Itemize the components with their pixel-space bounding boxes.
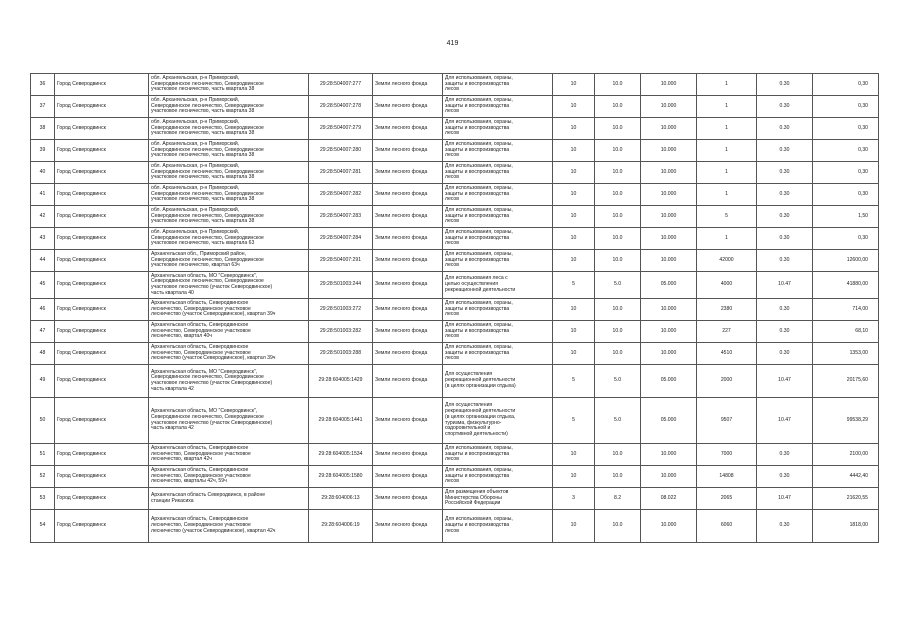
col-b-cell: 10.0 <box>595 162 641 184</box>
table-row <box>31 510 879 543</box>
col-b-cell: 5.0 <box>595 365 641 398</box>
sum-cell: 1818,00 <box>813 510 879 543</box>
table-row <box>31 488 879 510</box>
address-cell: Архангельская область, МО "Северодвинск", Северодвинское лесничество, Северодвинское участковое лесничество (участок Северодвинское) часть квартала 42 <box>149 365 309 398</box>
sum-cell: 0,30 <box>813 184 879 206</box>
col-b-cell: 5.0 <box>595 272 641 299</box>
col-a-cell: 10 <box>553 96 595 118</box>
rate-cell: 0.30 <box>757 343 813 365</box>
city-cell: Город Северодвинск <box>55 299 149 321</box>
sum-cell: 68,10 <box>813 321 879 343</box>
sum-cell: 20175,60 <box>813 365 879 398</box>
sum-cell: 0,30 <box>813 74 879 96</box>
land-category-cell: Земли лесного фонда <box>373 96 443 118</box>
col-b-cell: 10.0 <box>595 299 641 321</box>
address-cell: обл. Архангельская, р-н Приморский, Северодвинское лесничество, Северодвинское участковое лесничество, часть квартала 38 <box>149 206 309 228</box>
row-number: 52 <box>31 466 55 488</box>
address-cell: Архангельская область, Северодвинское лесничество, Северодвинское участковое лесничество, квартал 40ч <box>149 321 309 343</box>
col-a-cell: 10 <box>553 74 595 96</box>
address-cell: Архангельская обл., Приморский район, Северодвинское лесничество, Северодвинское участковое лесничество, квартал 63ч <box>149 250 309 272</box>
city-cell: Город Северодвинск <box>55 96 149 118</box>
area-cell: 6060 <box>697 510 757 543</box>
col-a-cell: 10 <box>553 343 595 365</box>
rate-cell: 0.30 <box>757 228 813 250</box>
address-cell: Архангельская область, Северодвинское лесничество, Северодвинское участковое лесничество, квартал 42ч <box>149 444 309 466</box>
permitted-use-cell: Для использования, охраны, защиты и воспроизводства лесов <box>443 184 553 206</box>
permitted-use-cell: Для использования, охраны, защиты и воспроизводства лесов <box>443 299 553 321</box>
col-b-cell: 10.0 <box>595 140 641 162</box>
col-c-cell: 10.000 <box>641 96 697 118</box>
area-cell: 4000 <box>697 272 757 299</box>
cadastral-number-cell: 29:28:504007:281 <box>309 162 373 184</box>
col-b-cell: 5.0 <box>595 398 641 444</box>
table-row <box>31 444 879 466</box>
col-a-cell: 5 <box>553 365 595 398</box>
area-cell: 1 <box>697 96 757 118</box>
rate-cell: 0.30 <box>757 466 813 488</box>
sum-cell: 99538,29 <box>813 398 879 444</box>
land-category-cell: Земли лесного фонда <box>373 74 443 96</box>
area-cell: 1 <box>697 228 757 250</box>
permitted-use-cell: Для использования, охраны, защиты и воспроизводства лесов <box>443 206 553 228</box>
row-number: 45 <box>31 272 55 299</box>
col-c-cell: 10.000 <box>641 343 697 365</box>
permitted-use-cell: Для использования, охраны, защиты и воспроизводства лесов <box>443 466 553 488</box>
address-cell: обл. Архангельская, р-н Приморский, Северодвинское лесничество, Северодвинское участковое лесничество, часть квартала 38 <box>149 162 309 184</box>
city-cell: Город Северодвинск <box>55 343 149 365</box>
area-cell: 1 <box>697 140 757 162</box>
table-row <box>31 118 879 140</box>
cadastral-number-cell: 29:28:604005:1534 <box>309 444 373 466</box>
col-c-cell: 10.000 <box>641 206 697 228</box>
city-cell: Город Северодвинск <box>55 118 149 140</box>
col-c-cell: 10.000 <box>641 444 697 466</box>
rate-cell: 0.30 <box>757 444 813 466</box>
col-c-cell: 10.000 <box>641 228 697 250</box>
cadastral-number-cell: 29:28:504007:280 <box>309 140 373 162</box>
col-b-cell: 8.2 <box>595 488 641 510</box>
col-c-cell: 10.000 <box>641 466 697 488</box>
cadastral-number-cell: 29:28:504007:278 <box>309 96 373 118</box>
permitted-use-cell: Для использования, охраны, защиты и воспроизводства лесов <box>443 250 553 272</box>
permitted-use-cell: Для использования, охраны, защиты и воспроизводства лесов <box>443 228 553 250</box>
address-cell: обл. Архангельская, р-н Приморский, Северодвинское лесничество, Северодвинское участковое лесничество, часть квартала 38 <box>149 96 309 118</box>
sum-cell: 0,30 <box>813 162 879 184</box>
address-cell: Архангельская область, МО "Северодвинск", Северодвинское лесничество, Северодвинское участковое лесничество (участок Северодвинское) часть квартала 40 <box>149 272 309 299</box>
permitted-use-cell: Для использования, охраны, защиты и воспроизводства лесов <box>443 510 553 543</box>
area-cell: 2065 <box>697 488 757 510</box>
permitted-use-cell: Для осуществления рекреационной деятельности (в целях организации отдыха) <box>443 365 553 398</box>
land-category-cell: Земли лесного фонда <box>373 321 443 343</box>
row-number: 46 <box>31 299 55 321</box>
col-a-cell: 3 <box>553 488 595 510</box>
row-number: 36 <box>31 74 55 96</box>
col-b-cell: 10.0 <box>595 444 641 466</box>
city-cell: Город Северодвинск <box>55 206 149 228</box>
col-c-cell: 05.000 <box>641 272 697 299</box>
col-b-cell: 10.0 <box>595 510 641 543</box>
table-row <box>31 398 879 444</box>
row-number: 47 <box>31 321 55 343</box>
city-cell: Город Северодвинск <box>55 365 149 398</box>
row-number: 41 <box>31 184 55 206</box>
sum-cell: 41880,00 <box>813 272 879 299</box>
land-category-cell: Земли лесного фонда <box>373 343 443 365</box>
table-row <box>31 365 879 398</box>
address-cell: обл. Архангельская, р-н Приморский, Северодвинское лесничество, Северодвинское участковое лесничество, часть квартала 38 <box>149 118 309 140</box>
city-cell: Город Северодвинск <box>55 321 149 343</box>
col-b-cell: 10.0 <box>595 118 641 140</box>
col-b-cell: 10.0 <box>595 206 641 228</box>
cadastral-number-cell: 29:28:604006:19 <box>309 510 373 543</box>
rate-cell: 0.30 <box>757 184 813 206</box>
area-cell: 7000 <box>697 444 757 466</box>
col-a-cell: 10 <box>553 299 595 321</box>
cadastral-number-cell: 29:28:504007:277 <box>309 74 373 96</box>
table-row <box>31 466 879 488</box>
cadastral-number-cell: 29:28:504007:283 <box>309 206 373 228</box>
land-category-cell: Земли лесного фонда <box>373 299 443 321</box>
land-category-cell: Земли лесного фонда <box>373 488 443 510</box>
city-cell: Город Северодвинск <box>55 510 149 543</box>
cadastral-number-cell: 29:28:504007:284 <box>309 228 373 250</box>
land-category-cell: Земли лесного фонда <box>373 184 443 206</box>
permitted-use-cell: Для использования, охраны, защиты и воспроизводства лесов <box>443 321 553 343</box>
area-cell: 5 <box>697 206 757 228</box>
sum-cell: 2100,00 <box>813 444 879 466</box>
rate-cell: 0.30 <box>757 510 813 543</box>
rate-cell: 0.30 <box>757 299 813 321</box>
table-row <box>31 228 879 250</box>
col-a-cell: 10 <box>553 162 595 184</box>
rate-cell: 10.47 <box>757 365 813 398</box>
col-a-cell: 10 <box>553 184 595 206</box>
sum-cell: 714,00 <box>813 299 879 321</box>
area-cell: 1 <box>697 118 757 140</box>
cadastral-number-cell: 29:28:604006:13 <box>309 488 373 510</box>
address-cell: Архангельская область, МО "Северодвинск", Северодвинское лесничество, Северодвинское участковое лесничество (участок Северодвинское) часть квартала 42 <box>149 398 309 444</box>
address-cell: Архангельская область, Северодвинское лесничество, Северодвинское участковое лесничество, кварталы 42ч, 59ч <box>149 466 309 488</box>
address-cell: обл. Архангельская, р-н Приморский, Северодвинское лесничество, Северодвинское участковое лесничество, часть квартала 63 <box>149 228 309 250</box>
row-number: 38 <box>31 118 55 140</box>
permitted-use-cell: Для использования, охраны, защиты и воспроизводства лесов <box>443 343 553 365</box>
sum-cell: 0,30 <box>813 118 879 140</box>
land-category-cell: Земли лесного фонда <box>373 140 443 162</box>
rate-cell: 10.47 <box>757 488 813 510</box>
sum-cell: 0,30 <box>813 96 879 118</box>
col-a-cell: 10 <box>553 321 595 343</box>
cadastral-number-cell: 29:28:504007:279 <box>309 118 373 140</box>
col-c-cell: 10.000 <box>641 140 697 162</box>
rate-cell: 0.30 <box>757 118 813 140</box>
area-cell: 14808 <box>697 466 757 488</box>
rate-cell: 0.30 <box>757 96 813 118</box>
col-b-cell: 10.0 <box>595 184 641 206</box>
col-c-cell: 08.022 <box>641 488 697 510</box>
rate-cell: 0.30 <box>757 250 813 272</box>
row-number: 37 <box>31 96 55 118</box>
land-category-cell: Земли лесного фонда <box>373 162 443 184</box>
sum-cell: 1,50 <box>813 206 879 228</box>
col-c-cell: 10.000 <box>641 510 697 543</box>
address-cell: обл. Архангельская, р-н Приморский, Северодвинское лесничество, Северодвинское участковое лесничество, часть квартала 38 <box>149 184 309 206</box>
land-category-cell: Земли лесного фонда <box>373 398 443 444</box>
col-a-cell: 10 <box>553 118 595 140</box>
row-number: 44 <box>31 250 55 272</box>
table-row <box>31 250 879 272</box>
rate-cell: 0.30 <box>757 206 813 228</box>
cadastral-number-cell: 29:28:504007:291 <box>309 250 373 272</box>
city-cell: Город Северодвинск <box>55 74 149 96</box>
sum-cell: 12600,00 <box>813 250 879 272</box>
col-b-cell: 10.0 <box>595 74 641 96</box>
row-number: 42 <box>31 206 55 228</box>
permitted-use-cell: Для использования, охраны, защиты и воспроизводства лесов <box>443 96 553 118</box>
sum-cell: 1353,00 <box>813 343 879 365</box>
sum-cell: 0,30 <box>813 228 879 250</box>
col-c-cell: 05.000 <box>641 398 697 444</box>
sum-cell: 4442,40 <box>813 466 879 488</box>
row-number: 49 <box>31 365 55 398</box>
rate-cell: 10.47 <box>757 398 813 444</box>
cadastral-number-cell: 29:28:604005:1429 <box>309 365 373 398</box>
row-number: 53 <box>31 488 55 510</box>
col-a-cell: 5 <box>553 398 595 444</box>
address-cell: обл. Архангельская, р-н Приморский, Северодвинское лесничество, Северодвинское участковое лесничество, часть квартала 38 <box>149 140 309 162</box>
col-b-cell: 10.0 <box>595 343 641 365</box>
permitted-use-cell: Для осуществления рекреационной деятельности (в целях организации отдыха, туризма, физкультурно- оздоровительной и спортивной деятельности) <box>443 398 553 444</box>
city-cell: Город Северодвинск <box>55 162 149 184</box>
land-category-cell: Земли лесного фонда <box>373 466 443 488</box>
address-cell: Архангельская область, Северодвинское лесничество, Северодвинское участковое лесничество (участок Северодвинское), квартал 42ч <box>149 510 309 543</box>
cadastral-number-cell: 29:28:501003:244 <box>309 272 373 299</box>
permitted-use-cell: Для использования, охраны, защиты и воспроизводства лесов <box>443 444 553 466</box>
permitted-use-cell: Для использования, охраны, защиты и воспроизводства лесов <box>443 162 553 184</box>
rate-cell: 0.30 <box>757 162 813 184</box>
land-category-cell: Земли лесного фонда <box>373 510 443 543</box>
table-row <box>31 184 879 206</box>
col-a-cell: 10 <box>553 444 595 466</box>
city-cell: Город Северодвинск <box>55 466 149 488</box>
address-cell: Архангельская область Северодвинск, в районе станции Рикасиха <box>149 488 309 510</box>
area-cell: 1 <box>697 184 757 206</box>
col-a-cell: 10 <box>553 250 595 272</box>
col-b-cell: 10.0 <box>595 466 641 488</box>
land-category-cell: Земли лесного фонда <box>373 206 443 228</box>
permitted-use-cell: Для использования, охраны, защиты и воспроизводства лесов <box>443 140 553 162</box>
col-a-cell: 10 <box>553 228 595 250</box>
cadastral-number-cell: 29:28:604005:1441 <box>309 398 373 444</box>
col-c-cell: 10.000 <box>641 118 697 140</box>
col-b-cell: 10.0 <box>595 321 641 343</box>
page-number: 419 <box>446 40 459 47</box>
rate-cell: 0.30 <box>757 140 813 162</box>
col-c-cell: 10.000 <box>641 162 697 184</box>
city-cell: Город Северодвинск <box>55 184 149 206</box>
rate-cell: 0.30 <box>757 74 813 96</box>
rate-cell: 0.30 <box>757 321 813 343</box>
land-plots-table <box>30 73 879 543</box>
cadastral-number-cell: 29:28:501003:272 <box>309 299 373 321</box>
address-cell: Архангельская область, Северодвинское лесничество, Северодвинское участковое лесничество (участок Северодвинское), квартал 39ч <box>149 343 309 365</box>
table-row <box>31 162 879 184</box>
land-category-cell: Земли лесного фонда <box>373 228 443 250</box>
city-cell: Город Северодвинск <box>55 272 149 299</box>
cadastral-number-cell: 29:28:504007:282 <box>309 184 373 206</box>
permitted-use-cell: Для размещения объектов Министерства Обороны Российской Федерации <box>443 488 553 510</box>
area-cell: 1 <box>697 162 757 184</box>
col-a-cell: 10 <box>553 140 595 162</box>
city-cell: Город Северодвинск <box>55 228 149 250</box>
permitted-use-cell: Для использования леса с целью осуществления рекреационной деятельности <box>443 272 553 299</box>
col-b-cell: 10.0 <box>595 250 641 272</box>
row-number: 40 <box>31 162 55 184</box>
city-cell: Город Северодвинск <box>55 140 149 162</box>
col-c-cell: 10.000 <box>641 321 697 343</box>
land-category-cell: Земли лесного фонда <box>373 444 443 466</box>
row-number: 39 <box>31 140 55 162</box>
table-row <box>31 206 879 228</box>
row-number: 50 <box>31 398 55 444</box>
permitted-use-cell: Для использования, охраны, защиты и воспроизводства лесов <box>443 118 553 140</box>
col-a-cell: 10 <box>553 510 595 543</box>
table-row <box>31 343 879 365</box>
sum-cell: 0,30 <box>813 140 879 162</box>
table-body <box>31 74 879 543</box>
row-number: 48 <box>31 343 55 365</box>
table-row <box>31 96 879 118</box>
area-cell: 227 <box>697 321 757 343</box>
land-category-cell: Земли лесного фонда <box>373 365 443 398</box>
col-c-cell: 10.000 <box>641 184 697 206</box>
area-cell: 4510 <box>697 343 757 365</box>
col-c-cell: 10.000 <box>641 299 697 321</box>
row-number: 51 <box>31 444 55 466</box>
cadastral-number-cell: 29:28:501003:288 <box>309 343 373 365</box>
table-row <box>31 140 879 162</box>
permitted-use-cell: Для использования, охраны, защиты и воспроизводства лесов <box>443 74 553 96</box>
col-c-cell: 10.000 <box>641 250 697 272</box>
rate-cell: 10.47 <box>757 272 813 299</box>
city-cell: Город Северодвинск <box>55 398 149 444</box>
city-cell: Город Северодвинск <box>55 444 149 466</box>
area-cell: 9507 <box>697 398 757 444</box>
land-category-cell: Земли лесного фонда <box>373 272 443 299</box>
col-a-cell: 10 <box>553 466 595 488</box>
city-cell: Город Северодвинск <box>55 488 149 510</box>
col-a-cell: 10 <box>553 206 595 228</box>
table-row <box>31 321 879 343</box>
address-cell: Архангельская область, Северодвинское лесничество, Северодвинское участковое лесничество (участок Северодвинское), квартал 39ч <box>149 299 309 321</box>
row-number: 43 <box>31 228 55 250</box>
city-cell: Город Северодвинск <box>55 250 149 272</box>
table-row <box>31 299 879 321</box>
cadastral-number-cell: 29:28:604005:1580 <box>309 466 373 488</box>
land-category-cell: Земли лесного фонда <box>373 118 443 140</box>
row-number: 54 <box>31 510 55 543</box>
col-b-cell: 10.0 <box>595 96 641 118</box>
col-a-cell: 5 <box>553 272 595 299</box>
sum-cell: 21620,55 <box>813 488 879 510</box>
area-cell: 1 <box>697 74 757 96</box>
cadastral-number-cell: 29:28:501003:282 <box>309 321 373 343</box>
area-cell: 2380 <box>697 299 757 321</box>
col-b-cell: 10.0 <box>595 228 641 250</box>
land-category-cell: Земли лесного фонда <box>373 250 443 272</box>
table-row <box>31 272 879 299</box>
address-cell: обл. Архангельская, р-н Приморский, Северодвинское лесничество, Северодвинское участковое лесничество, часть квартала 38 <box>149 74 309 96</box>
table-row <box>31 74 879 96</box>
area-cell: 2000 <box>697 365 757 398</box>
col-c-cell: 05.000 <box>641 365 697 398</box>
area-cell: 42000 <box>697 250 757 272</box>
col-c-cell: 10.000 <box>641 74 697 96</box>
